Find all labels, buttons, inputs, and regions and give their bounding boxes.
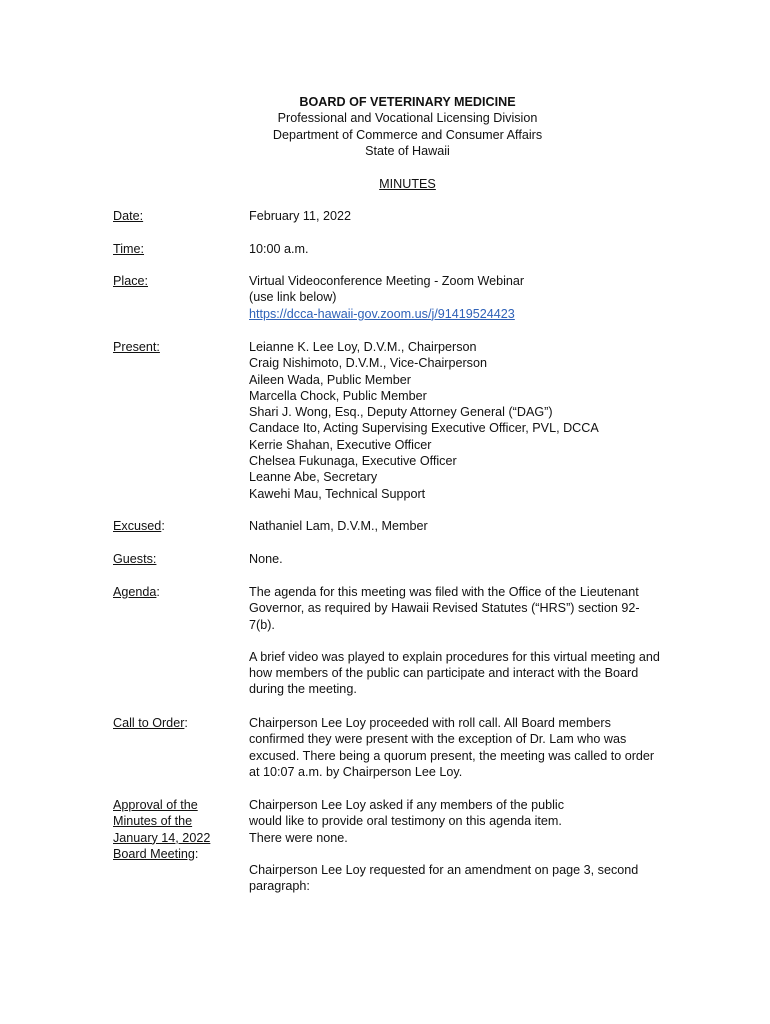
agenda-text: how members of the public can participate and interact with the Board xyxy=(249,666,639,681)
present-member: Kerrie Shahan, Executive Officer xyxy=(249,437,432,452)
approval-label-line: Minutes of the xyxy=(113,814,193,829)
present-member: Craig Nishimoto, D.V.M., Vice-Chairperson xyxy=(249,356,487,371)
zoom-link[interactable]: https://dcca-hawaii-gov.zoom.us/j/91419524423 xyxy=(249,306,515,321)
excused-label: Excused xyxy=(113,519,162,533)
approval-text: Chairperson Lee Loy requested for an amendment on page 3, second xyxy=(249,862,639,877)
approval-colon: : xyxy=(194,846,199,861)
present-member: Kawehi Mau, Technical Support xyxy=(249,486,426,501)
approval-label xyxy=(113,797,243,862)
guests-value: None. xyxy=(249,552,283,566)
present-member: Leanne Abe, Secretary xyxy=(249,470,378,485)
state-line: State of Hawaii xyxy=(365,143,450,158)
time-value: 10:00 a.m. xyxy=(249,242,309,256)
agenda-text: The agenda for this meeting was filed with the Office of the Lieutenant xyxy=(249,585,639,599)
call-to-order-colon: : xyxy=(184,716,188,730)
place-label: Place: xyxy=(113,274,149,288)
minutes-heading: MINUTES xyxy=(379,177,436,191)
department-line: Department of Commerce and Consumer Affairs xyxy=(272,127,543,142)
present-member: Shari J. Wong, Esq., Deputy Attorney General (“DAG”) xyxy=(249,405,553,420)
present-member: Marcella Chock, Public Member xyxy=(249,388,427,403)
agenda-colon: : xyxy=(156,585,160,599)
approval-text: There were none. xyxy=(249,830,348,845)
present-list xyxy=(249,339,709,502)
time-label: Time: xyxy=(113,242,145,256)
call-to-order-text: confirmed they were present with the exception of Dr. Lam who was xyxy=(249,732,627,747)
call-to-order-label: Call to Order xyxy=(113,716,185,730)
approval-label-line: Board Meeting xyxy=(113,846,195,861)
approval-label-line: Approval of the xyxy=(113,798,198,812)
excused-value: Nathaniel Lam, D.V.M., Member xyxy=(249,519,428,533)
agenda-text: A brief video was played to explain procedures for this virtual meeting and xyxy=(249,649,660,664)
approval-label-line: January 14, 2022 xyxy=(113,830,211,845)
present-member: Leianne K. Lee Loy, D.V.M., Chairperson xyxy=(249,340,477,354)
excused-colon: : xyxy=(161,519,165,533)
call-to-order-text: at 10:07 a.m. by Chairperson Lee Loy. xyxy=(249,764,463,779)
present-label: Present: xyxy=(113,340,160,354)
approval-text: Chairperson Lee Loy asked if any members of the public xyxy=(249,798,565,812)
agenda-text: during the meeting. xyxy=(249,682,357,697)
date-value: February 11, 2022 xyxy=(249,209,351,223)
division-line: Professional and Vocational Licensing Division xyxy=(277,111,538,126)
call-to-order-text: Chairperson Lee Loy proceeded with roll call. All Board members xyxy=(249,716,611,730)
approval-text: paragraph: xyxy=(249,879,310,894)
approval-text: would like to provide oral testimony on this agenda item. xyxy=(249,814,562,829)
agenda-label: Agenda xyxy=(113,585,157,599)
agenda-text: Governor, as required by Hawaii Revised Statutes (“HRS”) section 92- xyxy=(249,601,640,616)
place-line-2: (use link below) xyxy=(249,290,337,305)
board-title: BOARD OF VETERINARY MEDICINE xyxy=(299,95,516,109)
agenda-text: 7(b). xyxy=(249,617,275,632)
guests-label: Guests: xyxy=(113,552,157,566)
call-to-order-text: excused. There being a quorum present, the meeting was called to order xyxy=(249,748,655,763)
document-header xyxy=(0,94,770,159)
date-label: Date: xyxy=(113,209,144,223)
present-member: Aileen Wada, Public Member xyxy=(249,372,411,387)
present-member: Chelsea Fukunaga, Executive Officer xyxy=(249,454,457,469)
place-line-1: Virtual Videoconference Meeting - Zoom Webinar xyxy=(249,274,525,288)
present-member: Candace Ito, Acting Supervising Executive Officer, PVL, DCCA xyxy=(249,421,599,436)
